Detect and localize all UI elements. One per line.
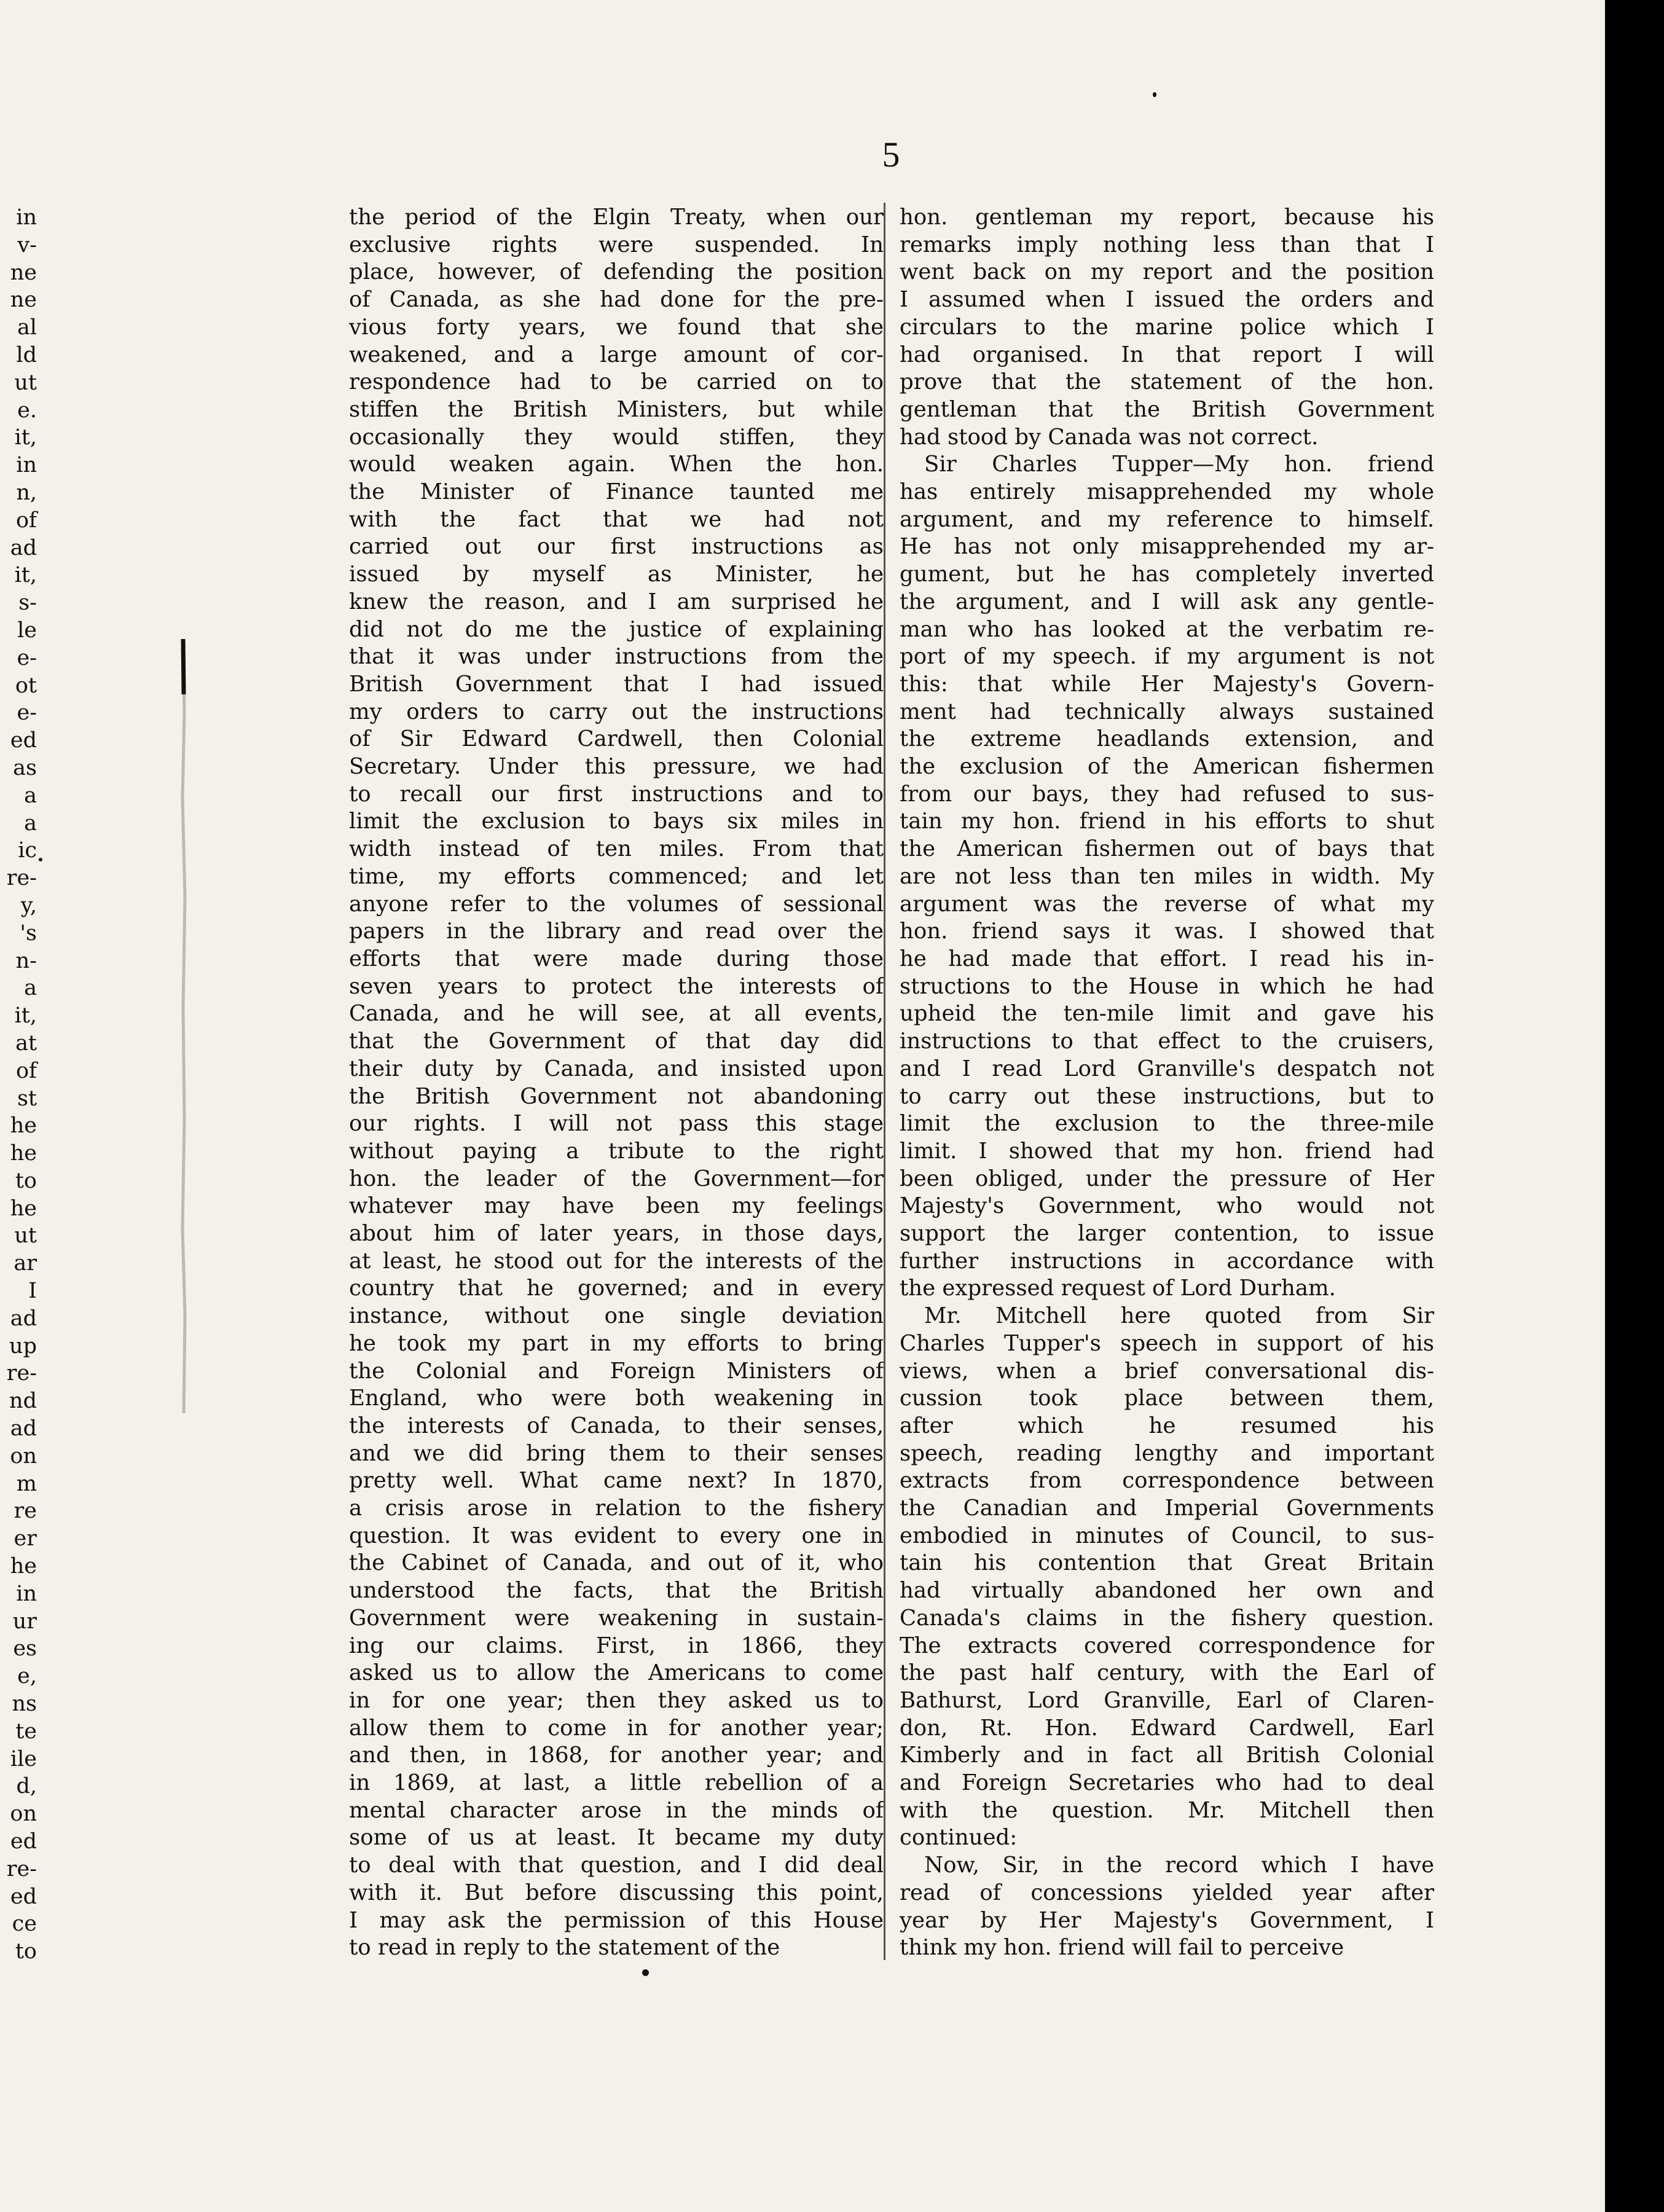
text-line: place, however, of defending the position [349, 259, 884, 285]
bleed-fragment: le [17, 618, 37, 643]
text-line: without paying a tribute to the right [349, 1138, 884, 1164]
text-line: continued: [900, 1825, 1018, 1851]
bleed-fragment: up [9, 1333, 37, 1359]
text-line: to deal with that question, and I did deal [349, 1853, 884, 1878]
speck-mark [1153, 92, 1156, 97]
text-line: their duty by Canada, and insisted upon [349, 1056, 884, 1081]
bleed-fragment: to [15, 1168, 37, 1193]
bleed-fragment: 's [20, 920, 37, 946]
text-line: the period of the Elgin Treaty, when our [349, 205, 884, 230]
bleed-fragment: it, [14, 563, 37, 588]
bleed-fragment: ce [12, 1912, 37, 1937]
text-line: Canada's claims in the fishery question. [900, 1605, 1434, 1631]
text-line: ing our claims. First, in 1866, they [349, 1633, 884, 1658]
text-line: and then, in 1868, for another year; and [349, 1743, 884, 1768]
text-line: instance, without one single deviation [349, 1303, 884, 1329]
text-line: that the Government of that day did [349, 1029, 884, 1054]
bleed-fragment: re- [6, 1361, 37, 1386]
text-line: instructions to that effect to the cruisers, [900, 1029, 1434, 1054]
bleed-fragment: y, [20, 893, 37, 918]
bleed-fragment: ur [12, 1609, 37, 1634]
bleed-fragment: e- [17, 700, 37, 726]
text-line: the interests of Canada, to their senses, [349, 1413, 884, 1438]
bleed-fragment: it, [14, 1003, 37, 1029]
bleed-fragment: re- [6, 1856, 37, 1881]
text-line: carried out our first instructions as [349, 534, 884, 560]
bleed-fragment: ile [10, 1746, 37, 1771]
bleed-fragment: ad [10, 1416, 37, 1441]
text-line: from our bays, they had refused to sus- [900, 781, 1434, 807]
text-line: ment had technically always sustained [900, 699, 1434, 724]
text-line: I may ask the permission of this House [349, 1907, 884, 1933]
text-line: embodied in minutes of Council, to sus- [900, 1523, 1434, 1548]
bleed-fragment: v- [17, 232, 37, 257]
text-line: The extracts covered correspondence for [900, 1633, 1434, 1658]
text-line: limit the exclusion to the three-mile [900, 1111, 1434, 1137]
bleed-fragment: ad [10, 535, 37, 560]
text-line: knew the reason, and I am surprised he [349, 589, 884, 614]
bleed-fragment: n- [15, 948, 37, 973]
text-line: Secretary. Under this pressure, we had [349, 754, 884, 780]
text-line: upheid the ten-mile limit and gave his [900, 1001, 1434, 1027]
bleed-fragment: ot [15, 673, 37, 698]
text-line: the exclusion of the American fishermen [900, 754, 1434, 780]
text-line: I assumed when I issued the orders and [900, 287, 1434, 313]
text-line: views, when a brief conversational dis- [900, 1358, 1434, 1384]
bleed-fragment: a [24, 810, 37, 836]
text-line: read of concessions yielded year after [900, 1880, 1434, 1905]
bleed-fragment: ed [10, 1829, 37, 1854]
text-line: width instead of ten miles. From that [349, 836, 884, 862]
text-line: Government were weakening in sustain- [349, 1605, 884, 1631]
bleed-fragment: ns [12, 1692, 37, 1717]
text-line: country that he governed; and in every [349, 1276, 884, 1301]
text-line: at least, he stood out for the interests of the [349, 1248, 884, 1274]
bleed-fragment: er [14, 1526, 37, 1551]
bleed-fragment: s- [18, 590, 37, 616]
bleed-fragment: te [15, 1719, 37, 1744]
text-line: had stood by Canada was not correct. [900, 424, 1319, 450]
text-line: our rights. I will not pass this stage [349, 1111, 884, 1137]
text-line: anyone refer to the volumes of sessional [349, 891, 884, 917]
text-line: to carry out these instructions, but to [900, 1083, 1434, 1109]
bleed-fragment: in [16, 453, 37, 478]
text-line: stiffen the British Ministers, but while [349, 396, 884, 422]
text-line: extracts from correspondence between [900, 1468, 1434, 1494]
text-line: Canada, and he will see, at all events, [349, 1001, 884, 1027]
bleed-fragment: to [15, 1939, 37, 1964]
text-line: that it was under instructions from the [349, 644, 884, 670]
text-line: Now, Sir, in the record which I have [924, 1853, 1434, 1878]
text-line: prove that the statement of the hon. [900, 369, 1434, 395]
bleed-fragment: I [28, 1279, 37, 1304]
bleed-fragment: d, [16, 1774, 37, 1799]
text-line: papers in the library and read over the [349, 919, 884, 944]
text-line: the past half century, with the Earl of [900, 1660, 1434, 1686]
text-line: and I read Lord Granville's despatch not [900, 1056, 1434, 1081]
bleed-fragment: e- [17, 645, 37, 670]
text-line: with it. But before discussing this point, [349, 1880, 884, 1905]
text-line: Mr. Mitchell here quoted from Sir [924, 1303, 1434, 1329]
bleed-fragment: st [17, 1086, 37, 1111]
text-line: a crisis arose in relation to the fishery [349, 1496, 884, 1521]
bleed-fragment: at [15, 1030, 37, 1056]
text-line: and Foreign Secretaries who had to deal [900, 1770, 1434, 1796]
text-line: structions to the House in which he had [900, 973, 1434, 999]
text-line: to recall our first instructions and to [349, 781, 884, 807]
text-line: year by Her Majesty's Government, I [900, 1907, 1434, 1933]
text-line: the Canadian and Imperial Governments [900, 1496, 1434, 1521]
text-line: the extreme headlands extension, and [900, 726, 1434, 752]
text-line: occasionally they would stiffen, they [349, 424, 884, 450]
speck-mark [39, 858, 42, 861]
text-line: exclusive rights were suspended. In [349, 232, 884, 257]
text-line: think my hon. friend will fail to perceive [900, 1935, 1344, 1961]
text-line: man who has looked at the verbatim re- [900, 616, 1434, 642]
bleed-fragment: n, [16, 480, 37, 505]
bleed-fragment: of [15, 1058, 37, 1083]
text-line: hon. friend says it was. I showed that [900, 919, 1434, 944]
text-line: the Minister of Finance taunted me [349, 479, 884, 505]
bleed-fragment: al [17, 315, 37, 340]
text-line: the American fishermen out of bays that [900, 836, 1434, 862]
text-line: Charles Tupper's speech in support of his [900, 1330, 1434, 1356]
text-line: efforts that were made during those [349, 946, 884, 971]
bleed-fragment: it, [14, 425, 37, 450]
bleed-fragment: ne [10, 288, 37, 313]
text-line: in for one year; then they asked us to [349, 1687, 884, 1713]
bleed-fragment: in [16, 205, 37, 230]
bleed-fragment: ic [18, 838, 37, 863]
bleed-fragment: m [16, 1471, 37, 1496]
text-line: limit the exclusion to bays six miles in [349, 809, 884, 834]
left-text-column [349, 204, 884, 1962]
bleed-fragment: e, [17, 1664, 37, 1689]
text-line: question. It was evident to every one in [349, 1523, 884, 1548]
text-line: had virtually abandoned her own and [900, 1578, 1434, 1604]
text-line: to read in reply to the statement of the [349, 1935, 780, 1961]
text-line: of Sir Edward Cardwell, then Colonial [349, 726, 884, 752]
text-line: limit. I showed that my hon. friend had [900, 1138, 1434, 1164]
bleed-fragment: on [10, 1802, 37, 1827]
text-line: mental character arose in the minds of [349, 1797, 884, 1823]
text-line: did not do me the justice of explaining [349, 616, 884, 642]
right-text-column [900, 204, 1434, 1962]
text-line: my orders to carry out the instructions [349, 699, 884, 724]
bleed-fragment: ne [10, 260, 37, 285]
previous-page-bleed-fragments [0, 204, 37, 1966]
bleed-fragment: as [13, 755, 37, 780]
bleed-fragment: ed [10, 728, 37, 753]
text-line: with the question. Mr. Mitchell then [900, 1797, 1434, 1823]
bleed-fragment: he [10, 1196, 37, 1221]
text-line: gentleman that the British Government [900, 396, 1434, 422]
text-line: argument, and my reference to himself. [900, 506, 1434, 532]
text-line: the Cabinet of Canada, and out of it, who [349, 1550, 884, 1576]
bleed-fragment: ar [14, 1251, 37, 1276]
text-line: hon. gentleman my report, because his [900, 205, 1434, 230]
text-line: cussion took place between them, [900, 1386, 1434, 1411]
text-line: Bathurst, Lord Granville, Earl of Claren- [900, 1687, 1434, 1713]
text-line: in 1869, at last, a little rebellion of a [349, 1770, 884, 1796]
text-line: seven years to protect the interests of [349, 973, 884, 999]
text-line: hon. the leader of the Government—for [349, 1166, 884, 1191]
bleed-fragment: he [10, 1141, 37, 1166]
bleed-fragment: on [10, 1443, 37, 1469]
text-line: British Government that I had issued [349, 671, 884, 697]
text-line: with the fact that we had not [349, 506, 884, 532]
column-divider [884, 203, 885, 1960]
text-line: speech, reading lengthy and important [900, 1440, 1434, 1466]
text-line: argument was the reverse of what my [900, 891, 1434, 917]
text-line: he had made that effort. I read his in- [900, 946, 1434, 971]
bleed-fragment: es [13, 1636, 37, 1661]
text-line: issued by myself as Minister, he [349, 562, 884, 587]
text-line: has entirely misapprehended my whole [900, 479, 1434, 505]
bleed-fragment: of [15, 508, 37, 533]
speck-mark [642, 1969, 649, 1976]
bleed-fragment: in [16, 1581, 37, 1606]
text-line: respondence had to be carried on to [349, 369, 884, 395]
bleed-fragment: ld [16, 342, 37, 367]
text-line: He has not only misapprehended my ar- [900, 534, 1434, 560]
text-line: England, who were both weakening in [349, 1386, 884, 1411]
text-line: Majesty's Government, who would not [900, 1193, 1434, 1219]
bleed-fragment: ut [14, 370, 37, 395]
text-line: some of us at least. It became my duty [349, 1825, 884, 1851]
bleed-fragment: e. [17, 398, 37, 423]
text-line: weakened, and a large amount of cor- [349, 342, 884, 367]
text-line: gument, but he has completely inverted [900, 562, 1434, 587]
text-line: after which he resumed his [900, 1413, 1434, 1438]
text-line: pretty well. What came next? In 1870, [349, 1468, 884, 1494]
text-line: support the larger contention, to issue [900, 1221, 1434, 1247]
text-line: went back on my report and the position [900, 259, 1434, 285]
bleed-fragment: re- [6, 866, 37, 891]
text-line: about him of later years, in those days, [349, 1221, 884, 1247]
text-line: whatever may have been my feelings [349, 1193, 884, 1219]
bleed-fragment: ut [14, 1223, 37, 1249]
text-line: the Colonial and Foreign Ministers of [349, 1358, 884, 1384]
text-line: this: that while Her Majesty's Govern- [900, 671, 1434, 697]
text-line: asked us to allow the Americans to come [349, 1660, 884, 1686]
text-line: remarks imply nothing less than that I [900, 232, 1434, 257]
text-line: Kimberly and in fact all British Colonial [900, 1743, 1434, 1768]
text-line: been obliged, under the pressure of Her [900, 1166, 1434, 1191]
bleed-fragment: a [24, 783, 37, 808]
text-line: the argument, and I will ask any gentle- [900, 589, 1434, 614]
page-number: 5 [882, 135, 900, 175]
text-line: of Canada, as she had done for the pre- [349, 287, 884, 313]
text-line: tain his contention that Great Britain [900, 1550, 1434, 1576]
text-line: he took my part in my efforts to bring [349, 1330, 884, 1356]
bleed-fragment: re [14, 1499, 37, 1524]
bleed-fragment: ed [10, 1884, 37, 1909]
text-line: vious forty years, we found that she [349, 314, 884, 340]
text-line: further instructions in accordance with [900, 1248, 1434, 1274]
text-line: and we did bring them to their senses [349, 1440, 884, 1466]
text-line: time, my efforts commenced; and let [349, 863, 884, 889]
text-line: had organised. In that report I will [900, 342, 1434, 367]
bleed-fragment: a [24, 976, 37, 1001]
text-line: don, Rt. Hon. Edward Cardwell, Earl [900, 1715, 1434, 1741]
text-line: Sir Charles Tupper—My hon. friend [924, 452, 1434, 477]
bleed-fragment: he [10, 1554, 37, 1579]
text-line: are not less than ten miles in width. My [900, 863, 1434, 889]
text-line: tain my hon. friend in his efforts to shut [900, 809, 1434, 834]
bleed-fragment: ad [10, 1306, 37, 1331]
bleed-fragment: he [10, 1113, 37, 1139]
text-line: the expressed request of Lord Durham. [900, 1276, 1336, 1301]
text-line: would weaken again. When the hon. [349, 452, 884, 477]
text-line: port of my speech. if my argument is not [900, 644, 1434, 670]
text-line: the British Government not abandoning [349, 1083, 884, 1109]
text-line: allow them to come in for another year; [349, 1715, 884, 1741]
bleed-fragment: nd [9, 1389, 37, 1414]
fold-crease-mark [177, 639, 190, 1413]
text-line: circulars to the marine police which I [900, 314, 1434, 340]
text-line: understood the facts, that the British [349, 1578, 884, 1604]
